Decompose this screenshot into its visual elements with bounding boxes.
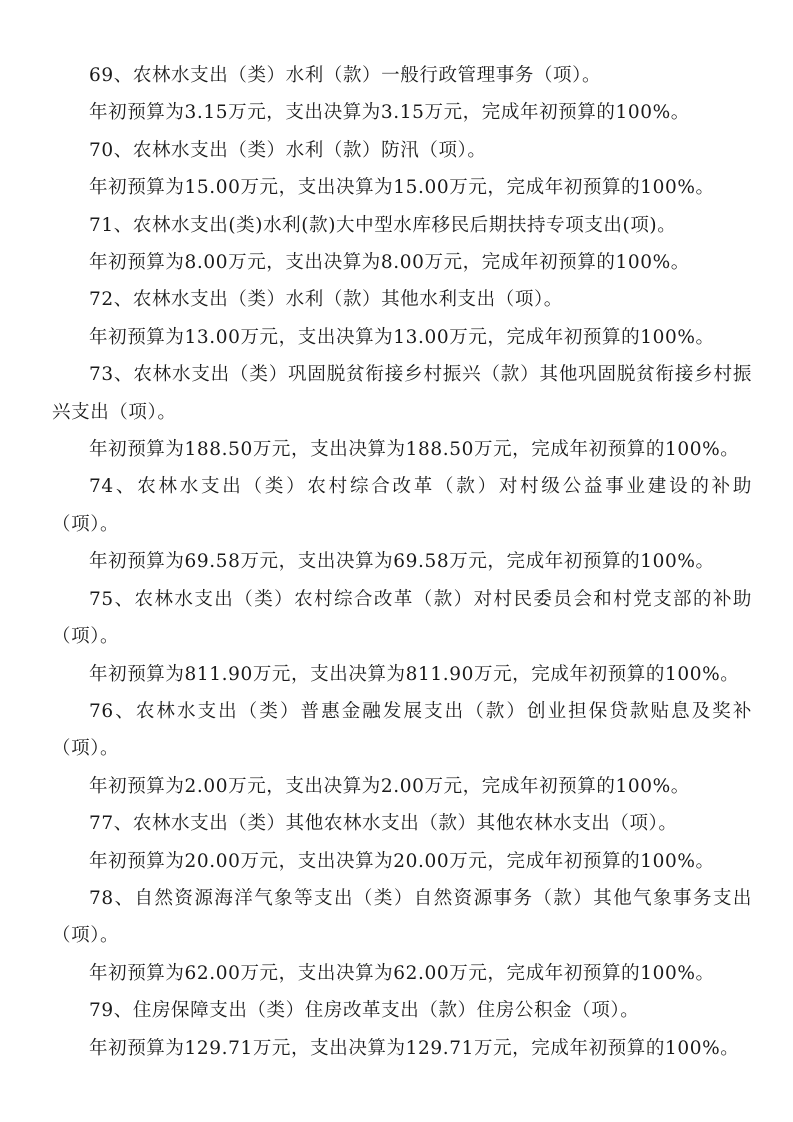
item-69-heading: 69、农林水支出（类）水利（款）一般行政管理事务（项）。 xyxy=(89,65,602,86)
item-72-budget-text: 年初预算为13.00万元，支出决算为13.00万元，完成年初预算的100%。 xyxy=(89,326,715,348)
item-73-heading: 73、农林水支出（类）巩固脱贫衔接乡村振兴（款）其他巩固脱贫衔接乡村振兴支出（项）。 xyxy=(52,364,752,423)
item-75-heading: 75、农林水支出（类）农村综合改革（款）对村民委员会和村党支部的补助（项）。 xyxy=(52,588,752,648)
item-70-heading: 70、农林水支出（类）水利（款）防汛（项）。 xyxy=(89,139,487,161)
item-78-heading: 78、自然资源海洋气象等支出（类）自然资源事务（款）其他气象事务支出（项）。 xyxy=(52,887,752,947)
item-78-budget-text: 年初预算为62.00万元，支出决算为62.00万元，完成年初预算的100%。 xyxy=(89,962,715,984)
item-76-budget-text: 年初预算为2.00万元，支出决算为2.00万元，完成年初预算的100%。 xyxy=(89,775,690,797)
item-77-heading: 77、农林水支出（类）其他农林水支出（款）其他农林水支出（项）。 xyxy=(89,813,678,835)
item-73-budget-text: 年初预算为188.50万元，支出决算为188.50万元，完成年初预算的100%。 xyxy=(89,439,740,461)
item-74-budget-text: 年初预算为69.58万元，支出决算为69.58万元，完成年初预算的100%。 xyxy=(89,551,715,573)
item-71-heading: 71、农林水支出(类)水利(款)大中型水库移民后期扶持专项支出(项)。 xyxy=(89,214,677,236)
item-71-budget-text: 年初预算为8.00万元，支出决算为8.00万元，完成年初预算的100%。 xyxy=(89,252,690,274)
document-body xyxy=(52,57,752,1067)
item-76-heading: 76、农林水支出（类）普惠金融发展支出（款）创业担保贷款贴息及奖补（项）。 xyxy=(52,700,752,760)
item-79-heading: 79、住房保障支出（类）住房改革支出（款）住房公积金（项）。 xyxy=(89,1000,640,1022)
item-77-budget-text: 年初预算为20.00万元，支出决算为20.00万元，完成年初预算的100%。 xyxy=(89,850,715,872)
item-70-budget-text: 年初预算为15.00万元，支出决算为15.00万元，完成年初预算的100%。 xyxy=(89,177,715,199)
item-69-budget-text: 年初预算为3.15万元，支出决算为3.15万元，完成年初预算的100%。 xyxy=(89,102,690,124)
item-75-budget-text: 年初预算为811.90万元，支出决算为811.90万元，完成年初预算的100%。 xyxy=(89,663,740,685)
item-72-heading: 72、农林水支出（类）水利（款）其他水利支出（项）。 xyxy=(89,289,563,311)
item-79-budget-text: 年初预算为129.71万元，支出决算为129.71万元，完成年初预算的100%。 xyxy=(89,1037,740,1059)
item-74-heading: 74、农林水支出（类）农村综合改革（款）对村级公益事业建设的补助（项）。 xyxy=(52,476,752,535)
